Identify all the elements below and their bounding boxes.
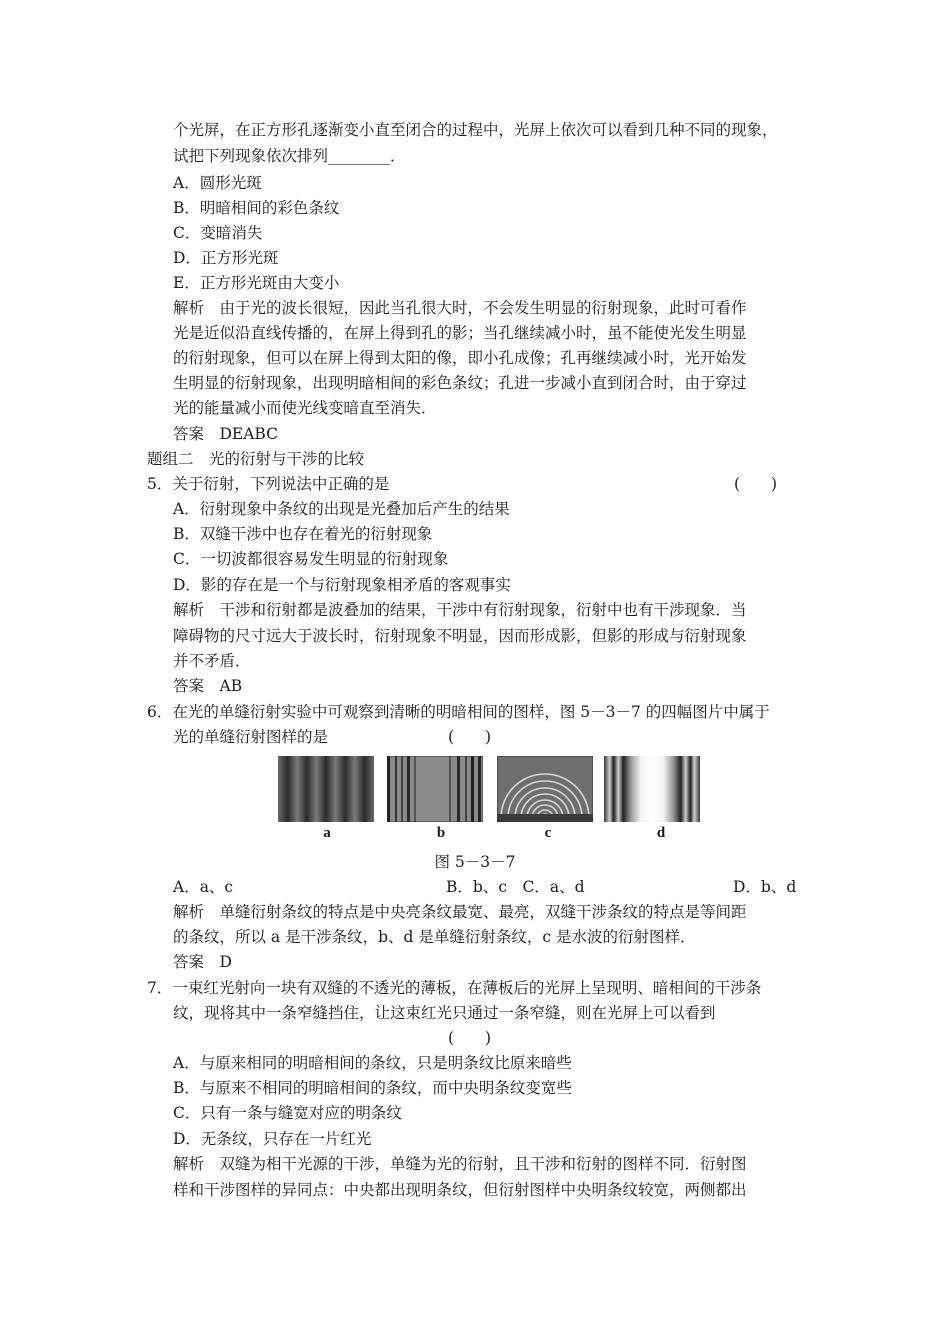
question-6: 6．在光的单缝衍射实验中可观察到清晰的明暗相间的图样，图 5－3－7 的四幅图片中属于 <box>147 703 770 721</box>
option-bc: B．b、c C．a、d <box>446 878 585 896</box>
option-d: D．无条纹，只存在一片红光 <box>173 1130 372 1148</box>
text-line: 纹，现将其中一条窄缝挡住，让这束红光只通过一条窄缝，则在光屏上可以看到 <box>173 1004 716 1022</box>
analysis-line: 样和干涉图样的异同点：中央都出现明条纹，但衍射图样中央明条纹较宽，两侧都出 <box>173 1181 747 1199</box>
analysis-line: 光是近似沿直线传播的，在屏上得到孔的影；当孔继续减小时，虽不能使光发生明显 <box>173 324 747 342</box>
option-d: D．正方形光斑 <box>173 249 279 267</box>
figure-label-d: d <box>656 825 666 841</box>
figure-b-image <box>387 756 483 822</box>
figure-label-a: a <box>323 825 331 841</box>
option-b: B．双缝干涉中也存在着光的衍射现象 <box>173 525 433 543</box>
option-b: B．明暗相间的彩色条纹 <box>173 199 340 217</box>
analysis-line: 解析 由于光的波长很短，因此当孔很大时，不会发生明显的衍射现象，此时可看作 <box>173 299 747 317</box>
option-d: D．b、d <box>733 878 797 896</box>
option-c: C．变暗消失 <box>173 224 263 242</box>
option-c: C．一切波都很容易发生明显的衍射现象 <box>173 550 449 568</box>
answer-blank: ( ) <box>448 1029 492 1047</box>
figure-d-image <box>604 756 700 822</box>
answer-blank: ( ) <box>448 728 492 746</box>
question-5: 5．关于衍射，下列说法中正确的是 <box>147 475 390 493</box>
analysis-line: 并不矛盾． <box>173 652 251 670</box>
text-line: 个光屏，在正方形孔逐渐变小直至闭合的过程中，光屏上依次可以看到几种不同的现象， <box>173 121 778 139</box>
analysis-line: 解析 双缝为相干光源的干涉，单缝为光的衍射，且干涉和衍射的图样不同．衍射图 <box>173 1155 747 1173</box>
figure-label-b: b <box>436 825 446 841</box>
diffraction-figures <box>278 756 702 822</box>
answer-line: 答案 AB <box>173 677 243 695</box>
option-a: A．圆形光斑 <box>173 174 262 192</box>
analysis-line: 的衍射现象，但可以在屏上得到太阳的像，即小孔成像；孔再继续减小时，光开始发 <box>173 349 747 367</box>
analysis-line: 的条纹，所以 a 是干涉条纹，b、d 是单缝衍射条纹，c 是水波的衍射图样． <box>173 928 696 946</box>
option-a: A．a、c <box>173 878 234 896</box>
answer-line: 答案 D <box>173 953 232 971</box>
figure-c-image <box>497 756 593 822</box>
answer-blank: ( ) <box>734 475 778 493</box>
question-7: 7．一束红光射向一块有双缝的不透光的薄板，在薄板后的光屏上呈现明、暗相间的干涉条 <box>147 979 762 997</box>
figure-caption: 图 5－3－7 <box>434 853 516 871</box>
option-a: A．与原来相同的明暗相间的条纹，只是明条纹比原来暗些 <box>173 1054 572 1072</box>
figure-label-c: c <box>544 825 552 841</box>
section-heading: 题组二 光的衍射与干涉的比较 <box>147 450 365 468</box>
analysis-line: 解析 单缝衍射条纹的特点是中央亮条纹最宽、最亮，双缝干涉条纹的特点是等间距 <box>173 903 747 921</box>
analysis-line: 障碍物的尺寸远大于波长时，衍射现象不明显，因而形成影，但影的形成与衍射现象 <box>173 627 747 645</box>
answer-line: 答案 DEABC <box>173 425 278 443</box>
text-line: 光的单缝衍射图样的是 <box>173 728 329 746</box>
analysis-line: 生明显的衍射现象，出现明暗相间的彩色条纹；孔进一步减小直到闭合时，由于穿过 <box>173 374 747 392</box>
analysis-line: 光的能量减小而使光线变暗直至消失． <box>173 399 437 417</box>
option-e: E．正方形光斑由大变小 <box>173 274 340 292</box>
analysis-line: 解析 干涉和衍射都是波叠加的结果，干涉中有衍射现象，衍射中也有干涉现象．当 <box>173 601 747 619</box>
option-a: A．衍射现象中条纹的出现是光叠加后产生的结果 <box>173 500 510 518</box>
option-b: B．与原来不相同的明暗相间的条纹，而中央明条纹变宽些 <box>173 1079 572 1097</box>
option-c: C．只有一条与缝宽对应的明条纹 <box>173 1104 402 1122</box>
text-line: 试把下列现象依次排列________． <box>173 147 406 165</box>
figure-a-image <box>278 756 374 822</box>
option-d: D．影的存在是一个与衍射现象相矛盾的客观事实 <box>173 576 511 594</box>
